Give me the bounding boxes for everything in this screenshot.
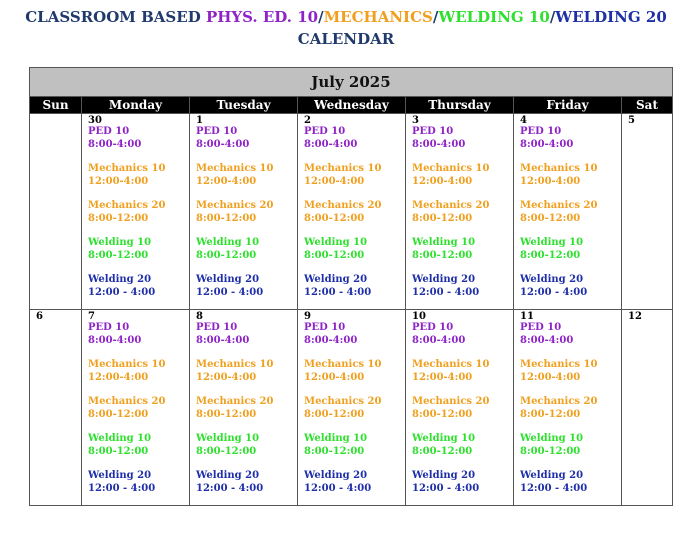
weekday-header: Tuesday (190, 97, 298, 114)
event-time: 8:00-12:00 (520, 408, 581, 420)
event-name: Welding 20 (304, 470, 368, 481)
event-item[interactable] (196, 200, 295, 225)
day-cell[interactable] (82, 310, 190, 506)
event-item[interactable] (304, 274, 403, 299)
event-time: 8:00-12:00 (304, 249, 365, 261)
event-name: Mechanics 10 (196, 163, 274, 174)
event-item[interactable] (304, 126, 403, 151)
event-item[interactable] (304, 470, 403, 495)
event-list (304, 126, 403, 311)
weekday-header: Thursday (406, 97, 514, 114)
event-item[interactable] (412, 126, 511, 151)
event-time: 8:00-4:00 (520, 334, 574, 346)
event-item[interactable] (196, 470, 295, 495)
weekday-header: Sat (622, 97, 673, 114)
event-name: PED 10 (304, 126, 346, 137)
event-list (304, 322, 403, 507)
event-item[interactable] (304, 433, 403, 458)
event-time: 8:00-4:00 (304, 138, 358, 150)
event-item[interactable] (88, 322, 187, 347)
event-item[interactable] (196, 396, 295, 421)
event-time: 8:00-12:00 (88, 445, 149, 457)
event-name: Mechanics 20 (304, 396, 382, 407)
event-time: 8:00-4:00 (88, 334, 142, 346)
event-time: 8:00-12:00 (196, 408, 257, 420)
day-cell[interactable] (298, 114, 406, 310)
event-time: 12:00 - 4:00 (520, 286, 588, 298)
event-time: 8:00-12:00 (304, 212, 365, 224)
title-separator: / (549, 8, 556, 26)
weekday-header: Friday (514, 97, 622, 114)
event-list (196, 322, 295, 507)
day-cell[interactable] (30, 114, 82, 310)
event-name: Mechanics 20 (412, 396, 490, 407)
event-name: Welding 20 (88, 274, 152, 285)
event-name: Mechanics 10 (520, 163, 598, 174)
day-cell[interactable] (190, 114, 298, 310)
event-item[interactable] (88, 396, 187, 421)
weekday-header: Wednesday (298, 97, 406, 114)
event-time: 12:00 - 4:00 (88, 286, 156, 298)
event-time: 8:00-12:00 (304, 408, 365, 420)
title-welding20: WELDING 20 (555, 8, 667, 26)
event-item[interactable] (520, 396, 619, 421)
event-name: Welding 10 (304, 433, 368, 444)
event-time: 12:00-4:00 (412, 175, 473, 187)
event-name: Welding 20 (88, 470, 152, 481)
weekday-header: Sun (30, 97, 82, 114)
event-item[interactable] (88, 200, 187, 225)
event-name: Welding 20 (196, 274, 260, 285)
event-name: Welding 20 (520, 274, 584, 285)
event-time: 8:00-4:00 (520, 138, 574, 150)
event-name: Mechanics 10 (88, 163, 166, 174)
event-time: 12:00-4:00 (88, 175, 149, 187)
event-time: 8:00-4:00 (196, 138, 250, 150)
day-number: 10 (412, 311, 426, 322)
event-item[interactable] (412, 200, 511, 225)
event-name: Welding 10 (304, 237, 368, 248)
event-name: Welding 20 (196, 470, 260, 481)
title-line-2: CALENDAR (297, 30, 395, 48)
month-header: July 2025 (30, 68, 673, 97)
calendar-body (30, 114, 673, 506)
event-name: Mechanics 20 (520, 200, 598, 211)
event-time: 8:00-12:00 (520, 212, 581, 224)
event-name: Mechanics 20 (304, 200, 382, 211)
event-time: 8:00-12:00 (520, 249, 581, 261)
title-prefix: CLASSROOM BASED (25, 8, 206, 26)
event-name: Mechanics 10 (520, 359, 598, 370)
event-name: Welding 10 (196, 237, 260, 248)
event-item[interactable] (196, 359, 295, 384)
event-name: Mechanics 20 (520, 396, 598, 407)
event-item[interactable] (88, 237, 187, 262)
event-name: Mechanics 20 (88, 396, 166, 407)
event-item[interactable] (412, 237, 511, 262)
event-item[interactable] (196, 433, 295, 458)
week-row (30, 310, 673, 506)
day-cell[interactable] (298, 310, 406, 506)
event-name: Welding 20 (412, 470, 476, 481)
title-separator: / (318, 8, 324, 26)
event-time: 8:00-12:00 (412, 212, 473, 224)
day-cell[interactable] (406, 114, 514, 310)
event-time: 12:00 - 4:00 (412, 286, 480, 298)
day-number: 3 (412, 115, 419, 126)
event-time: 12:00 - 4:00 (196, 482, 264, 494)
calendar-title (0, 6, 692, 50)
day-cell[interactable] (514, 114, 622, 310)
event-time: 8:00-12:00 (196, 212, 257, 224)
event-time: 12:00-4:00 (304, 175, 365, 187)
day-cell[interactable] (622, 114, 673, 310)
event-item[interactable] (520, 126, 619, 151)
event-item[interactable] (520, 237, 619, 262)
event-item[interactable] (412, 433, 511, 458)
day-number: 12 (628, 311, 642, 322)
event-name: Mechanics 10 (88, 359, 166, 370)
event-time: 8:00-12:00 (304, 445, 365, 457)
event-time: 8:00-4:00 (196, 334, 250, 346)
event-item[interactable] (412, 274, 511, 299)
event-name: Welding 10 (520, 433, 584, 444)
event-item[interactable] (412, 359, 511, 384)
event-time: 8:00-4:00 (412, 334, 466, 346)
event-list (520, 322, 619, 507)
event-item[interactable] (196, 126, 295, 151)
event-list (88, 322, 187, 507)
event-name: Welding 10 (196, 433, 260, 444)
event-item[interactable] (520, 322, 619, 347)
day-number: 4 (520, 115, 527, 126)
event-name: Welding 10 (412, 237, 476, 248)
title-ped: PHYS. ED. 10 (205, 8, 319, 26)
event-list (88, 126, 187, 311)
day-number: 7 (88, 311, 95, 322)
event-time: 8:00-4:00 (412, 138, 466, 150)
event-item[interactable] (412, 163, 511, 188)
event-name: Mechanics 20 (196, 200, 274, 211)
title-welding10: WELDING 10 (438, 8, 550, 26)
event-time: 8:00-4:00 (304, 334, 358, 346)
event-name: Mechanics 20 (412, 200, 490, 211)
event-time: 12:00-4:00 (412, 371, 473, 383)
event-name: PED 10 (412, 126, 454, 137)
day-number: 2 (304, 115, 311, 126)
event-name: PED 10 (520, 322, 562, 333)
event-name: PED 10 (88, 126, 130, 137)
event-name: Welding 10 (88, 237, 152, 248)
event-name: Welding 20 (304, 274, 368, 285)
event-name: Mechanics 10 (412, 359, 490, 370)
day-cell[interactable] (622, 310, 673, 506)
event-item[interactable] (196, 163, 295, 188)
event-list (412, 322, 511, 507)
event-list (196, 126, 295, 311)
event-name: Welding 10 (412, 433, 476, 444)
event-item[interactable] (520, 470, 619, 495)
event-item[interactable] (304, 396, 403, 421)
event-time: 12:00-4:00 (196, 175, 257, 187)
event-time: 12:00 - 4:00 (88, 482, 156, 494)
event-item[interactable] (304, 359, 403, 384)
event-item[interactable] (520, 433, 619, 458)
event-time: 8:00-12:00 (520, 445, 581, 457)
event-item[interactable] (520, 274, 619, 299)
event-time: 8:00-12:00 (88, 212, 149, 224)
event-item[interactable] (88, 470, 187, 495)
event-name: PED 10 (412, 322, 454, 333)
event-name: Mechanics 10 (196, 359, 274, 370)
event-name: Welding 10 (520, 237, 584, 248)
event-name: Mechanics 10 (412, 163, 490, 174)
event-list (412, 126, 511, 311)
day-number: 11 (520, 311, 534, 322)
event-item[interactable] (520, 200, 619, 225)
event-name: PED 10 (304, 322, 346, 333)
event-name: Mechanics 20 (196, 396, 274, 407)
day-number: 1 (196, 115, 203, 126)
weekday-header: Monday (82, 97, 190, 114)
calendar-table (29, 67, 673, 506)
event-name: Welding 20 (520, 470, 584, 481)
event-time: 12:00-4:00 (304, 371, 365, 383)
event-item[interactable] (520, 163, 619, 188)
day-number: 8 (196, 311, 203, 322)
event-item[interactable] (88, 274, 187, 299)
day-cell[interactable] (406, 310, 514, 506)
event-time: 12:00-4:00 (196, 371, 257, 383)
event-name: PED 10 (196, 322, 238, 333)
event-item[interactable] (196, 322, 295, 347)
event-item[interactable] (88, 359, 187, 384)
event-item[interactable] (196, 274, 295, 299)
event-item[interactable] (304, 163, 403, 188)
event-item[interactable] (412, 470, 511, 495)
event-time: 8:00-4:00 (88, 138, 142, 150)
event-item[interactable] (520, 359, 619, 384)
event-name: Welding 10 (88, 433, 152, 444)
event-name: Mechanics 10 (304, 163, 382, 174)
day-number: 9 (304, 311, 311, 322)
event-time: 8:00-12:00 (412, 445, 473, 457)
event-item[interactable] (412, 322, 511, 347)
event-time: 12:00 - 4:00 (412, 482, 480, 494)
event-name: Mechanics 20 (88, 200, 166, 211)
event-time: 8:00-12:00 (88, 249, 149, 261)
title-line-1 (0, 6, 692, 28)
event-time: 12:00 - 4:00 (304, 286, 372, 298)
event-time: 8:00-12:00 (412, 249, 473, 261)
event-time: 12:00-4:00 (520, 371, 581, 383)
event-time: 12:00-4:00 (520, 175, 581, 187)
title-separator: / (432, 8, 439, 26)
event-list (520, 126, 619, 311)
day-number: 6 (36, 311, 43, 322)
day-number: 5 (628, 115, 635, 126)
event-time: 12:00-4:00 (88, 371, 149, 383)
event-item[interactable] (88, 433, 187, 458)
event-name: PED 10 (520, 126, 562, 137)
event-item[interactable] (88, 163, 187, 188)
event-item[interactable] (412, 396, 511, 421)
event-item[interactable] (304, 200, 403, 225)
event-item[interactable] (88, 126, 187, 151)
event-item[interactable] (304, 322, 403, 347)
event-name: PED 10 (196, 126, 238, 137)
weekday-header-row (30, 97, 673, 114)
event-time: 12:00 - 4:00 (520, 482, 588, 494)
title-mechanics: MECHANICS (323, 8, 433, 26)
day-cell[interactable] (82, 114, 190, 310)
event-time: 12:00 - 4:00 (304, 482, 372, 494)
day-cell[interactable] (30, 310, 82, 506)
day-cell[interactable] (190, 310, 298, 506)
event-time: 8:00-12:00 (412, 408, 473, 420)
event-name: Mechanics 10 (304, 359, 382, 370)
event-item[interactable] (196, 237, 295, 262)
event-time: 12:00 - 4:00 (196, 286, 264, 298)
event-name: PED 10 (88, 322, 130, 333)
event-time: 8:00-12:00 (88, 408, 149, 420)
event-time: 8:00-12:00 (196, 445, 257, 457)
week-row (30, 114, 673, 310)
day-cell[interactable] (514, 310, 622, 506)
event-time: 8:00-12:00 (196, 249, 257, 261)
day-number: 30 (88, 115, 102, 126)
event-name: Welding 20 (412, 274, 476, 285)
event-item[interactable] (304, 237, 403, 262)
